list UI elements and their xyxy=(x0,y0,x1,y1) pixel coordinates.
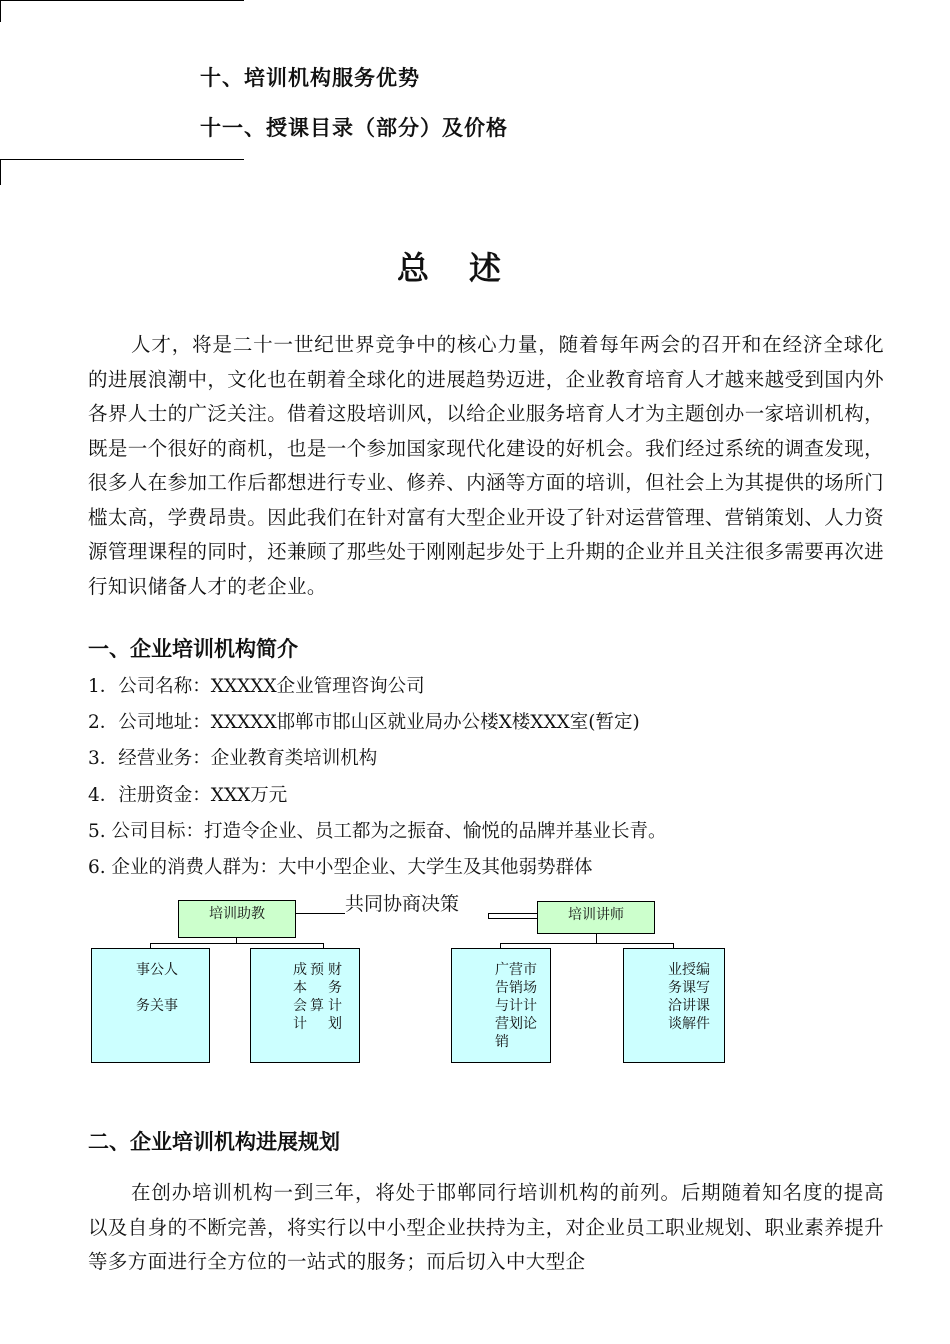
box-finance-col2: 预 算 xyxy=(310,962,324,1014)
connector-right xyxy=(488,913,538,914)
toc-bottom-rule-tick xyxy=(0,159,1,185)
top-rule-tick xyxy=(0,0,1,22)
top-rule xyxy=(0,0,244,1)
intro-paragraph: 人才，将是二十一世纪世界竞争中的核心力量，随着每年两会的召开和在经济全球化的进展浪潮中，文化也在朝着全球化的进展趋势迈进，企业教育培育人才越来越受到国内外各界人士的广泛关注。借着这股培训风，以给企业服务培育人才为主题创办一家培训机构，既是一个很好的商机，也是一个参加国家现代化建设的好机会。我们经过系统的调查发现，很多人在参加工作后都想进行专业、修养、内涵等方面的培训，但社会上为其提供的场所门槛太高，学费昂贵。因此我们在针对富有大型企业开设了针对运营管理、营销策划、人力资源管理课程的同时，还兼顾了那些处于刚刚起步处于上升期的企业并且关注很多需要再次进行知识储备人才的老企业。 xyxy=(88,333,885,598)
info-item-capital: 4．注册资金：XXX万元 xyxy=(88,785,288,806)
connector-right-bend-h xyxy=(488,918,538,919)
box-finance-col3: 财 务 计 划 xyxy=(328,962,342,1032)
info-item-company-name: 1．公司名称：XXXXX企业管理咨询公司 xyxy=(88,676,425,697)
box-lecturing-text: 业授编 务课写 洽讲课 谈解件 xyxy=(668,962,710,1032)
section1-heading: 一、企业培训机构简介 xyxy=(88,637,298,661)
box-lecturing xyxy=(623,948,725,1063)
box-finance-col1: 成 本 会 计 xyxy=(293,962,307,1032)
section2-heading: 二、企业培训机构进展规划 xyxy=(88,1130,340,1154)
right-tree-bar xyxy=(500,943,674,944)
connector-left xyxy=(295,913,345,914)
left-tree-bar xyxy=(150,943,324,944)
label-training-assistant: 培训助教 xyxy=(178,900,296,938)
box-marketing-text: 广营市 告销场 与计计 营划论 销 xyxy=(495,962,537,1050)
diagram-top-label: 共同协商决策 xyxy=(345,893,460,915)
info-item-business: 3．经营业务：企业教育类培训机构 xyxy=(88,748,378,769)
box-finance xyxy=(250,948,360,1063)
toc-item-11[interactable]: 十一、授课目录（部分）及价格 xyxy=(200,116,508,140)
title-char-2: 述 xyxy=(469,249,504,287)
section2-paragraph: 在创办培训机构一到三年，将处于邯郸同行培训机构的前列。后期随着知名度的提高以及自身的不断完善，将实行以中小型企业扶持为主，对企业员工职业规划、职业素养提升等多方面进行全方位的一站式的服务；而后切入中大型企 xyxy=(88,1181,885,1273)
page-title xyxy=(0,243,900,289)
box-marketing xyxy=(451,948,551,1063)
info-item-address: 2．公司地址：XXXXX邯郸市邯山区就业局办公楼X楼XXX室(暂定) xyxy=(88,712,640,733)
box-hr-affairs-text: 事公人 务关事 xyxy=(136,962,178,1014)
toc-item-10[interactable]: 十、培训机构服务优势 xyxy=(200,66,420,90)
info-item-customers: 6. 企业的消费人群为：大中小型企业、大学生及其他弱势群体 xyxy=(88,857,593,878)
title-char-1: 总 xyxy=(396,249,431,287)
label-training-lecturer: 培训讲师 xyxy=(537,901,655,934)
toc-bottom-rule xyxy=(0,159,244,160)
box-hr-affairs xyxy=(91,948,210,1063)
info-item-goal: 5. 公司目标：打造令企业、员工都为之振奋、愉悦的品牌并基业长青。 xyxy=(88,821,667,842)
